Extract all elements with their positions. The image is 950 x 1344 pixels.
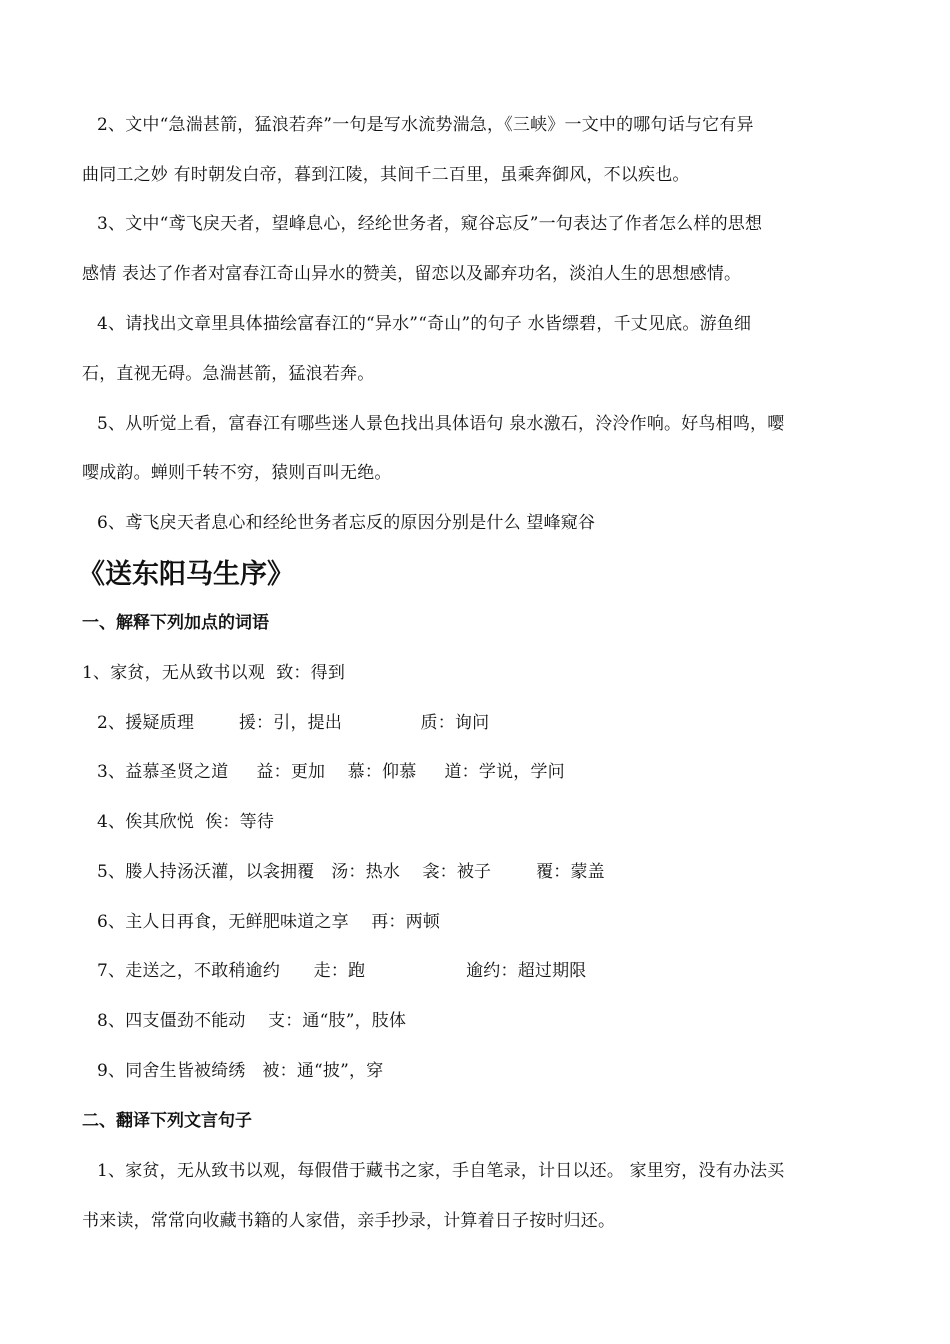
question-5-line-2: 嘤成韵。蝉则千转不穷，猿则百叫无绝。 [82, 463, 392, 483]
question-3-line-1: 3、文中“鸢飞戾天者，望峰息心，经纶世务者，窥谷忘反”一句表达了作者怎么样的思想 [97, 214, 763, 234]
vocab-item: 2、援疑质理 援：引，提出 质：询问 [97, 713, 490, 733]
vocab-item: 5、媵人持汤沃灌，以衾拥覆 汤：热水 衾：被子 覆：蒙盖 [97, 862, 605, 882]
vocab-item: 9、同舍生皆被绮绣 被：通“披”，穿 [97, 1061, 384, 1081]
question-4-line-2: 石，直视无碍。急湍甚箭，猛浪若奔。 [82, 364, 375, 384]
translation-1-line-2: 书来读，常常向收藏书籍的人家借，亲手抄录，计算着日子按时归还。 [82, 1211, 616, 1231]
vocab-item: 7、走送之，不敢稍逾约 走：跑 逾约：超过期限 [97, 961, 587, 981]
translation-1-line-1: 1、家贫，无从致书以观，每假借于藏书之家，手自笔录，计日以还。 家里穷，没有办法买 [97, 1161, 785, 1181]
section-title: 《送东阳马生序》 [78, 559, 294, 590]
question-5-line-1: 5、从听觉上看，富春江有哪些迷人景色找出具体语句 泉水激石，泠泠作响。好鸟相鸣，嘤 [97, 414, 785, 434]
vocab-item: 3、益慕圣贤之道 益：更加 慕：仰慕 道：学说，学问 [97, 762, 565, 782]
section-heading-translation: 二、翻译下列文言句子 [82, 1111, 252, 1131]
question-3-line-2: 感情 表达了作者对富春江奇山异水的赞美，留恋以及鄙弃功名，淡泊人生的思想感情。 [82, 264, 742, 284]
vocab-item: 6、主人日再食，无鲜肥味道之享 再：两顿 [97, 912, 441, 932]
question-2-line-1: 2、文中“急湍甚箭，猛浪若奔”一句是写水流势湍急，《三峡》一文中的哪句话与它有异 [97, 115, 754, 135]
question-2-line-2: 曲同工之妙 有时朝发白帝，暮到江陵，其间千二百里，虽乘奔御风，不以疾也。 [82, 165, 690, 185]
vocab-item: 8、四支僵劲不能动 支：通“肢”，肢体 [97, 1011, 407, 1031]
section-heading-vocabulary: 一、解释下列加点的词语 [82, 613, 269, 633]
question-4-line-1: 4、请找出文章里具体描绘富春江的“异水”“奇山”的句子 水皆缥碧，千丈见底。游鱼细 [97, 314, 752, 334]
question-6-line-1: 6、鸢飞戾天者息心和经纶世务者忘反的原因分别是什么 望峰窥谷 [97, 513, 596, 533]
vocab-item: 1、家贫，无从致书以观 致：得到 [82, 663, 346, 683]
vocab-item: 4、俟其欣悦 俟：等待 [97, 812, 275, 832]
